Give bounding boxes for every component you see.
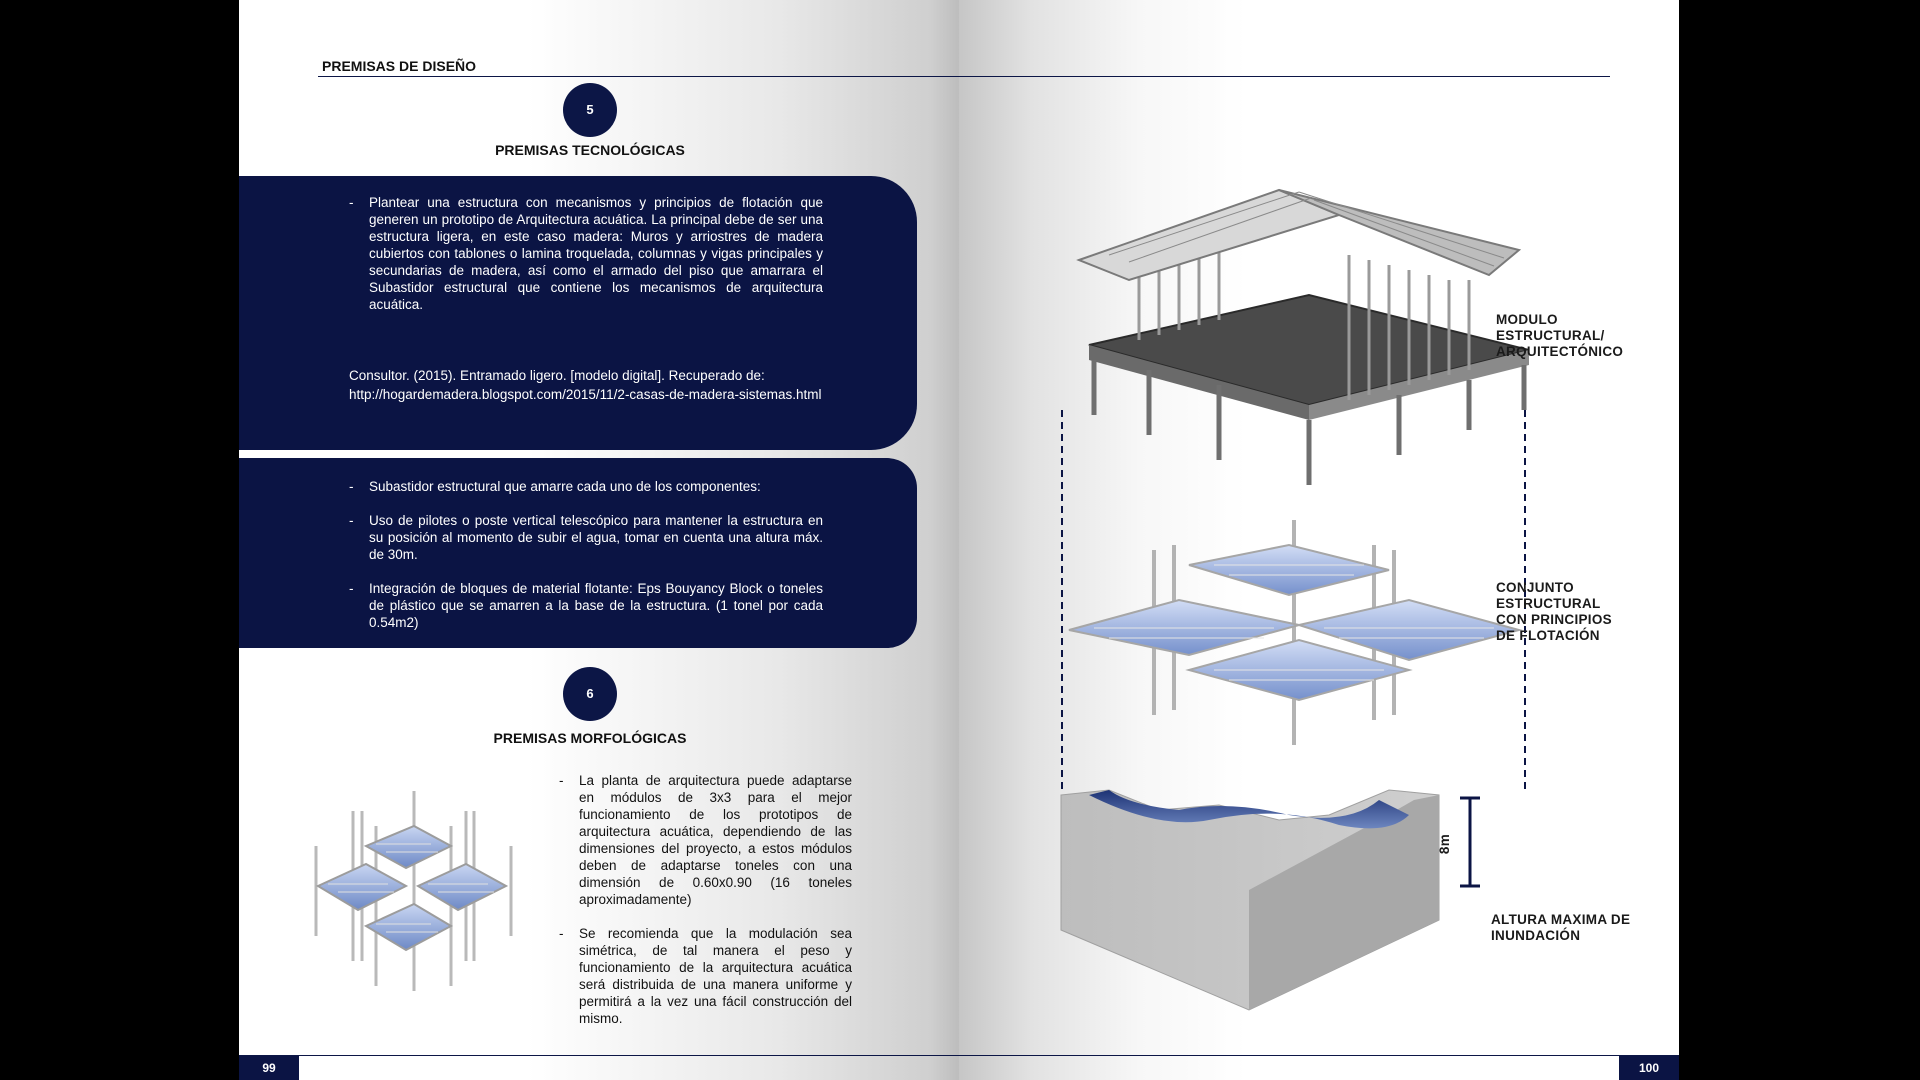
label-line: DE FLOTACIÓN [1496,628,1600,643]
morph-bullet: - La planta de arquitectura puede adaptarse en módulos de 3x3 para el mejor funcionamiento de los prototipos de arquitectura acuática, dependiendo de las dimensiones del proyecto, a estos módulos deben de adaptarse toneles con una dimensión de 0.60x0.90 (16 toneles aproximadamente) [559,772,852,908]
page-number-right: 100 [1619,1056,1679,1080]
book-spread [239,0,1679,1080]
barrel-panels [318,826,506,950]
right-page [959,0,1679,1080]
label-line: CON PRINCIPIOS [1496,612,1612,627]
morph-premises-title: PREMISAS MORFOLÓGICAS [493,730,687,746]
citation-url[interactable]: http://hogardemadera.blogspot.com/2015/11/2-casas-de-madera-sistemas.html [349,387,822,402]
label-module [1496,312,1623,360]
tech-bullet-structure: - Plantear una estructura con mecanismos y principios de flotación que generen un prototipo de Arquitectura acuática. La principal debe de ser una estructura ligera, en este caso madera: Muros y arriostres de madera cubiertos con tablones o lamina troquelada, columnas y vigas principales y secundarias de madera, así como el armado del piso que amarrara el Subastidor estructural que contiene los mecanismos de arquitectura acuática. [349,194,823,313]
label-line: INUNDACIÓN [1491,928,1581,943]
subframe-bullet: - Integración de bloques de material flotante: Eps Bouyancy Block o toneles de plástico que se amarren a la base de la estructura. (1 tonel por cada 0.54m2) [349,580,823,631]
tech-box-structure [239,176,917,450]
floor-deck [1089,295,1529,420]
morph-bullet: - Se recomienda que la modulación sea simétrica, de tal manera el peso y funcionamiento de la arquitectura acuática será distribuida de una manera uniforme y permitirá a la vez una fácil construcción del mismo. [559,925,852,1027]
label-structural-set [1496,580,1612,644]
footer-rule [239,1055,1679,1056]
label-line: ARQUITECTÓNICO [1496,344,1624,359]
subframe-bullet: - Subastidor estructural que amarre cada uno de los componentes: [349,478,823,495]
label-flood-height [1491,912,1630,944]
label-line: ALTURA MAXIMA DE [1491,912,1631,927]
page-number-left: 99 [239,1056,299,1080]
label-line: MODULO [1496,312,1558,327]
tech-premises-title: PREMISAS TECNOLÓGICAS [495,142,685,158]
roof [1079,190,1519,280]
dimension-marker [1455,794,1485,890]
morph-bullet-list [559,772,852,1044]
label-line: ESTRUCTURAL/ [1496,328,1605,343]
label-line: CONJUNTO [1496,580,1574,595]
citation-text: Consultor. (2015). Entramado ligero. [modelo digital]. Recuperado de: [349,368,765,383]
premise-number-badge: 6 [563,667,617,721]
tech-box-subframe [239,458,917,648]
citation [349,366,843,404]
tech-bullet-list [349,194,823,313]
header-rule [318,76,1610,77]
left-page [239,0,959,1080]
premise-number-badge: 5 [563,83,617,137]
dimension-label: 8m [1437,833,1453,855]
label-line: ESTRUCTURAL [1496,596,1601,611]
modular-grid-illustration [306,786,546,1006]
section-title: PREMISAS DE DISEÑO [322,58,477,74]
subframe-bullet: - Uso de pilotes o poste vertical telescópico para mantener la estructura en su posición al momento de subir el agua, tomar en cuenta una altura máx. de 30m. [349,512,823,563]
subframe-bullet-list [349,478,823,648]
alignment-dashes [1059,410,1539,800]
